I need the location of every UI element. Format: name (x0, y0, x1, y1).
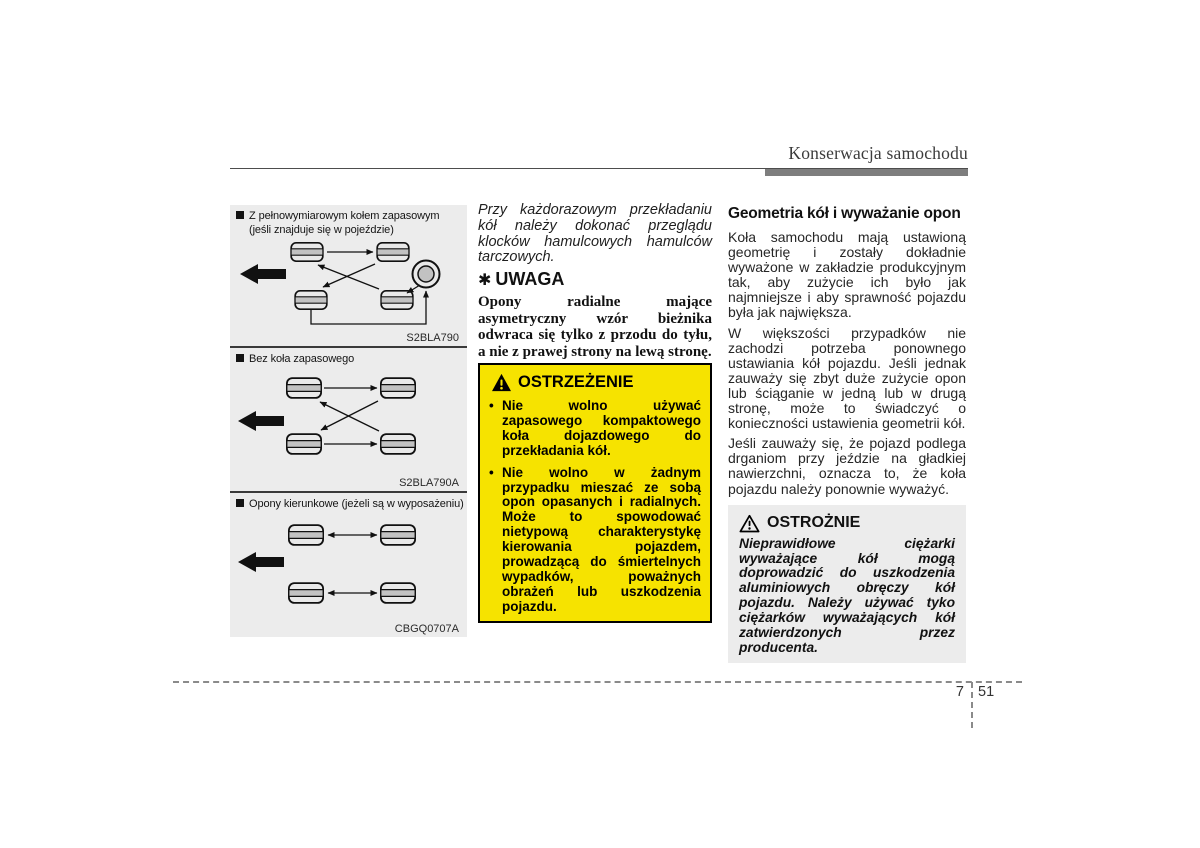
tire-icon (289, 583, 323, 603)
diagram-caption (230, 493, 467, 512)
tire-rotation-diagram (230, 369, 467, 474)
section-paragraph: Koła samochodu mają ustawioną geometrię i zostały dokładnie wyważone w zakładzie produkcyjnym tak, aby zużycie ich było jak najmniejsze i aby sprawność pojazdu była jak największa. (728, 229, 966, 321)
square-bullet-icon (236, 211, 244, 219)
note-body: Opony radialne mające asymetryczny wzór bieżnika odwraca się tylko z przodu do tyłu, a nie z prawej strony na lewą stronę. (478, 294, 712, 360)
diagram-rotation-no-spare (230, 348, 467, 493)
warning-title: OSTRZEŻENIE (518, 373, 634, 391)
diagram-rotation-with-spare (230, 205, 467, 348)
figure-code: S2BLA790 (406, 332, 459, 344)
warning-triangle-icon (491, 373, 512, 392)
front-direction-arrow (238, 552, 284, 572)
bullet-icon: • (489, 464, 494, 480)
wheel-alignment-section (728, 205, 966, 663)
diagram-caption-line2: (jeśli znajduje się w pojeździe) (249, 223, 394, 236)
rotation-arrows (311, 252, 426, 324)
caution-body: Nieprawidłowe ciężarki wyważające kół mogą doprowadzić do uszkodzenia aluminiowych obręczy kół pojazdu. Należy używać tyko ciężarków wyważających kół zatwierdzonych przez producenta. (739, 535, 955, 655)
tire-icon (287, 378, 321, 398)
note-heading (478, 269, 564, 290)
footer-dashed-divider (971, 682, 973, 728)
tire-icon (377, 243, 409, 261)
figure-code: CBGQ0707A (394, 623, 459, 635)
front-direction-arrow (240, 264, 286, 284)
diagram-caption-text: Opony kierunkowe (jeżeli są w wyposażeniu) (249, 498, 464, 510)
page-title: Konserwacja samochodu (788, 143, 968, 163)
caution-box (728, 505, 966, 663)
brake-pad-note: Przy każdorazowym przekładaniu kół należy dokonać przeglądu klocków hamulcowych hamulców tarczowych. (478, 202, 712, 266)
square-bullet-icon (236, 499, 244, 507)
rotation-arrows (320, 388, 379, 444)
diagram-caption (230, 205, 467, 224)
tire-icon (381, 434, 415, 454)
square-bullet-icon (236, 354, 244, 362)
tire-icon (295, 291, 327, 309)
chapter-number: 7 (955, 684, 964, 700)
header-bar (765, 169, 968, 176)
footer-dashed-line (173, 681, 1022, 683)
tire-icon (381, 291, 413, 309)
swap-arrows (328, 535, 377, 593)
tire-icon (287, 434, 321, 454)
diagram-caption (230, 348, 467, 367)
front-direction-arrow (238, 411, 284, 431)
bullet-icon: • (489, 398, 494, 413)
tire-icon (291, 243, 323, 261)
caution-triangle-icon (739, 514, 760, 533)
warning-item-text: Nie wolno używać zapasowego kompaktowego koła dojazdowego do przekładania kół. (502, 398, 701, 458)
section-paragraph: Jeśli zauważy się, że pojazd podlega drganiom przy jeździe na gładkiej nawierzchni, oznacza to, że koła pojazdu należy ponownie wyważyć. (728, 435, 966, 497)
tire-icon (381, 525, 415, 545)
section-paragraph: W większości przypadków nie zachodzi potrzeba ponownego ustawiania kół pojazdu. Jeśli jednak zauważy się zbyt duże zużycie opon lub ściąganie w jedną lub w drugą stronę, może to świadczyć o konieczności ustawienia geometrii kół. (728, 324, 966, 432)
caution-heading (739, 514, 955, 533)
warning-box (478, 363, 712, 623)
page-number: 51 (978, 684, 995, 700)
tire-icon (381, 583, 415, 603)
caution-title: OSTROŻNIE (767, 514, 861, 532)
note-title: UWAGA (495, 269, 565, 289)
asterisk-icon: ✱ (478, 270, 492, 289)
tire-rotation-diagram-spare (230, 238, 467, 333)
tire-swap-diagram (230, 514, 467, 619)
warning-item-text: Nie wolno w żadnym przypadku mieszać ze sobą opon opasanych i radialnych. Może to spowodować nietypową charakterystykę kierowania pojazdem, prowadzącą do śmiertelnych wypadków, poważnych obrażeń lub uszkodzenia pojazdu. (502, 464, 701, 614)
warning-heading (491, 373, 701, 392)
section-heading: Geometria kół i wyważanie opon (728, 205, 961, 222)
tire-icon (381, 378, 415, 398)
diagram-caption-text: Z pełnowymiarowym kołem zapasowym (249, 210, 440, 222)
diagram-caption-text: Bez koła zapasowego (249, 353, 355, 365)
warning-list (489, 399, 701, 615)
tire-icon (289, 525, 323, 545)
figure-code: S2BLA790A (399, 477, 459, 489)
spare-wheel-icon (413, 261, 440, 288)
diagram-directional-tires (230, 493, 467, 637)
warning-item (489, 399, 701, 459)
warning-item (489, 466, 701, 615)
